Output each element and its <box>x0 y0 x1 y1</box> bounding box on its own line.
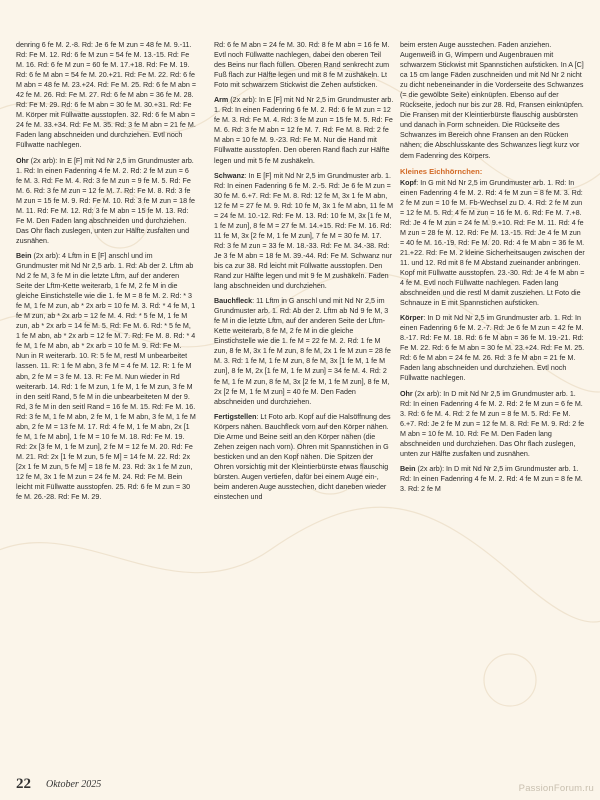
instruction-paragraph <box>400 178 586 309</box>
watermark: PassionForum.ru <box>518 783 594 794</box>
paragraph-heading: Ohr <box>400 389 413 398</box>
page-number: 22 <box>16 776 31 792</box>
paragraph-text: : 11 Lftm in G anschl und mit Nd Nr 2,5 im Grundmuster arb. 1. Rd: Ab der 2. Lftm ab Nd 9 fe M, 3 fe M in die letzte Lftm, auf der anderen Seite der Lftm-Kette weiterarb, 8 fe M, 2 fe M in die gleiche Einstichstelle wie die 1. fe M = 22 fe M. 2. Rd: 1 fe M zun, 8 fe M, 3x 1 fe M zun, 8 fe M, 2x 1 fe M zun = 28 fe M. 3. Rd: 1 fe M, 1 fe M zun, 8 fe M, 3x [1 fe M, 1 fe M zun], 8 fe M, 2x [1 fe M, 1 fe M zun] = 34 fe M. 4. Rd: 2 fe M, 1 fe M zun, 8 fe M, 3x [2 fe M, 1 fe M zun], 8 fe M, 2x [2 fe M, 1 fe M zun] = 40 fe M. Den Faden abschneiden und durchziehen. <box>214 297 391 406</box>
paragraph-text: (2x arb): In D mit Nd Nr 2,5 im Grundmuster arb. 1. Rd: In einen Fadenring 4 fe M. 2. Rd: 4 fe M zun = 8 fe M. 3. Rd: 2 fe M <box>400 464 583 493</box>
instruction-paragraph <box>214 95 394 165</box>
paragraph-text: (2x arb): In E [F] mit Nd Nr 2,5 im Grundmuster arb. 1. Rd: In einen Fadenring 4 fe M. 2. Rd: 2 fe M zun = 6 fe M. 3. Rd: Fe M. 4. Rd: 3 fe M zun = 9 fe M. 5. Rd: Fe M. 6. Rd: 3 fe M zun = 12 fe M. 7. Rd: Fe M. 8. Rd: 3 fe M zun = 15 fe M. 9. Rd: Fe M. 10. Rd: 3 fe M zun = 18 fe M. 11. Rd: Fe M. 12. Rd: 3 fe M abn = 15 fe M. 13. Rd: Fe M. Den Faden lang abschneiden und durchziehen. Das Ohr flach zuslegen, unten zur Hälfte zusfalten und zusnähen. <box>16 156 195 245</box>
paragraph-text: denring 6 fe M. 2.-8. Rd: Je 6 fe M zun = 48 fe M. 9.-11. Rd: Fe M. 12. Rd: 6 fe M zun = 54 fe M. 13.-15. Rd: Fe M. 16. Rd: 6 fe M zun = 60 fe M. 17.+18. Rd: Fe M. 19. Rd: 6 fe M abn = 54 fe M. 20.+21. Rd: Fe M. 22. Rd: 6 fe M abn = 48 fe M. 23.+24. Rd: Fe M. 25. Rd: 6 fe M abn = 42 fe M. 26. Rd: Fe M. 27. Rd: 6 fe M abn = 36 fe M. 28. Rd: Fe M. 29. Rd: 6 fe M abn = 30 fe M. 30.+31. Rd: Fe M. Körper mit Füllwatte ausstopfen. 32. Rd: 6 fe M abn = 24 fe M. 33.+34. Rd: Fe M. 35. Rd: 3 fe M abn = 21 fe M. Faden lang abschneiden und durchziehen. Evtl noch Füllwatte nachlegen. <box>16 41 196 150</box>
text-column-1 <box>16 40 196 765</box>
instruction-paragraph <box>214 171 394 292</box>
instruction-paragraph <box>400 464 586 494</box>
paragraph-text: : Lt Foto arb. Kopf auf die Halsöffnung des Körpers nähen. Bauchfleck vorn auf den Körper nähen. Die Arme und Beine seitl an den Körper nähen (die Zehen zeigen nach vorn). Ohren mit Spannstichen in G besticken und an den Kopf nähen. Die Spitzen der Ohren vorsichtig mit der Kleintierbürste etwas flauschig bürsten. Augen vertiefen, dafür bei einem Auge ein-, beim anderen Auge ausstechen, dicht daneben wieder einstechen und <box>214 412 391 502</box>
paragraph-heading: Bein <box>16 251 32 260</box>
paragraph-text: : In E [F] mit Nd Nr 2,5 im Grundmuster arb. 1. Rd: In einen Fadenring 6 fe M. 2.-5. Rd: Je 6 fe M zun = 30 fe M. 6.+7. Rd: Fe M. 8. Rd: 12 fe M, 3x 1 fe M abn, 12 fe M = 27 fe M. 9. Rd: 10 fe M, 3x 1 fe M abn, 11 fe M = 24 fe M. 10.-12. Rd: Fe M. 13. Rd: 10 fe M, 3x [1 fe M, 1 fe M zun], 8 fe M = 27 fe M. 14.+15. Rd: Fe M. 16. Rd: 11 fe M, 3x [2 fe M, 1 fe M zun], 7 fe M = 30 fe M. 17. Rd: 3 fe M zun = 33 fe M. 18.-33. Rd: Fe M. 34.-38. Rd: Je 3 fe M abn = 18 fe M. 39.-44. Rd: Fe M. Schwanz nur bis ca zur 38. Rd leicht mit Füllwatte ausstopfen. Den Rand zur Hälfte legen und mit 9 fe M zushäkeln. Faden lang abschneiden und durchziehen. <box>214 171 394 291</box>
paragraph-heading: Bein <box>400 464 416 473</box>
instruction-paragraph <box>400 40 586 161</box>
instruction-paragraph <box>16 156 196 246</box>
instruction-paragraph <box>16 251 196 502</box>
instruction-paragraph <box>214 40 394 90</box>
issue-label: Oktober 2025 <box>46 779 102 790</box>
section-heading: Kleines Eichhörnchen: <box>400 166 483 176</box>
text-column-2 <box>214 40 394 765</box>
instruction-paragraph <box>400 313 586 383</box>
paragraph-heading: Fertigstellen <box>214 412 257 421</box>
paragraph-text: : In D mit Nd Nr 2,5 im Grundmuster arb. 1. Rd: In einen Fadenring 6 fe M. 2.-7. Rd: Je 6 fe M zun = 42 fe M. 8.-17. Rd: Fe M. 18. Rd: 6 fe M abn = 36 fe M. 19.-21. Rd: Fe M. 22. Rd: 6 fe M abn = 30 fe M. 23.+24. Rd: Fe M. 25. Rd: 6 fe M abn = 24 fe M. 26. Rd: 3 fe M abn = 21 fe M. Faden lang abschneiden und durchziehen. Evtl noch Füllwatte nachlegen. <box>400 314 585 383</box>
paragraph-heading: Körper <box>400 314 424 323</box>
paragraph-heading: Arm <box>214 96 229 105</box>
paragraph-text: (2x arb): In E [F] mit Nd Nr 2,5 im Grundmuster arb. 1. Rd: In einen Fadenring 6 fe M. 2. Rd: 6 fe M zun = 12 fe M. 3. Rd: Fe M. 4. Rd: 3 fe M zun = 15 fe M. 5. Rd: Fe M. 6. Rd: 3 fe M abn = 12 fe M. 7. Rd: Fe M. 8. Rd: 2 fe M abn = 10 fe M. 9.-23. Rd: Fe M. Nur die Hand mit Füllwatte ausstopfen. Den oberen Rand flach zur Hälfte legen und mit 5 fe M zushäkeln. <box>214 96 394 165</box>
paragraph-heading: Kopf <box>400 178 417 187</box>
paragraph-text: (2x arb): In D mit Nd Nr 2,5 im Grundmuster arb. 1. Rd: In einen Fadenring 4 fe M. 2. Rd: 2 fe M zun = 6 fe M. 3. Rd: 6 fe M. 4. Rd: 2 fe M zun = 8 fe M. 5. Rd: Fe M. 6.+7. Rd: Je 2 fe M zun = 12 fe M. 8. Rd: Fe M. 9. Rd: 2 fe M abn = 10 fe M. 10. Rd: Fe M. Den Faden lang abschneiden und durchziehen. Das Ohr flach zuslegen, unten zur Hälfte zusfalten und zusnähen. <box>400 389 585 458</box>
instruction-paragraph <box>214 296 394 407</box>
paragraph-text: Rd: 6 fe M abn = 24 fe M. 30. Rd: 8 fe M abn = 16 fe M. Evtl noch Füllwatte nachlegen, dabei den oberen Teil des Beins nur flach füllen. Oberen Rand senkrecht zum Fuß flach zur Hälfte legen und mit 8 fe M zushäkeln. Lt Foto mit schwarzem Stickwist die Zehen aufsticken. <box>214 41 390 90</box>
instruction-paragraph <box>16 40 196 151</box>
instruction-paragraph <box>400 389 586 459</box>
paragraph-heading: Ohr <box>16 156 29 165</box>
paragraph-heading: Schwanz <box>214 171 245 180</box>
paragraph-text: (2x arb): 4 Lftm in E [F] anschl und im Grundmuster mit Nd Nr 2,5 arb. 1. Rd: Ab der 2. Lftm ab Nd 2 fe M, 3 fe M in die letzte Lftm, auf der anderen Seite der Lftm-Kette weiterarb, 1 fe M, 2 fe M in die gleiche Einstichstelle wie die 1. fe M = 8 fe M. 2. Rd: * 3 fe M, 1 fe M zun, ab * 2x arb = 10 fe M. 3. Rd: * 4 fe M, 1 fe M zun, ab * 2x arb = 12 fe M. 4. Rd: * 5 fe M, 1 fe M zun, ab * 2x arb = 14 fe M. 5. Rd: Fe M. 6. Rd: * 5 fe M, 1 fe M abn, ab * 2x arb = 12 fe M. 7. Rd: Fe M. 8. Rd: * 4 fe M, 1 fe M abn, ab * 2x arb = 10 fe M. 9. Rd: Fe M. Nun in R weiterarb. 10. R: 5 fe M, restl M unbearbeitet lassen. 11. R: 1 fe M abn, 3 fe M = 4 fe M. 12. R: 1 fe M abn, 2 fe M = 3 fe M. 13. R: Fe M. Nun wieder in Rd weiterarb. 14. Rd: 1 fe M zun, 1 fe M, 1 fe M zun, 3 fe M in den seitl Rand, 5 fe M in die unbearbeiteten M der 9. Rd, 3 fe M in den seitl Rand = 16 fe M. 15. Rd: Fe M. 16. Rd: 3 fe M, 1 fe M abn, 2 fe M, 1 fe M abn, 3 fe M, 1 fe M abn, 2 fe M = 13 fe M. 17. Rd: 4 fe M, 1 fe M abn, 2x [1 fe M, 1 fe M abn], 1 fe M = 10 fe M. 18. Rd: Fe M. 19. Rd: 2x [3 fe M, 1 fe M zun], 2 fe M = 12 fe M. 20. Rd: Fe M. 21. Rd: 2x [1 fe M zun, 5 fe M] = 14 fe M. 22. Rd: 2x [2x 1 fe M zun, 5 fe M] = 18 fe M. 23. Rd: 3x 1 fe M zun, 12 fe M, 3x 1 fe M zun = 24 fe M. 24. Rd: Fe M. Bein leicht mit Füllwatte ausstopfen. 25. Rd: 6 fe M zun = 30 fe M. 26.-28. Rd: Fe M. 29. <box>16 251 196 502</box>
text-column-3 <box>400 40 586 765</box>
paragraph-text: : In G mit Nd Nr 2,5 im Grundmuster arb. 1. Rd: In einen Fadenring 4 fe M. 2. Rd: 4 fe M zun = 8 fe M. 3. Rd: 2 fe M zun = 10 fe M. Fb-Wechsel zu D. 4. Rd: 2 fe M zun = 12 fe M. 5. Rd: 4 fe M zun = 16 fe M. 6. Rd: Fe M. 7.+8. Rd: Je 4 fe M zun = 24 fe M. 9.+10. Rd: Fe M. 11. Rd: 4 fe M zun = 28 fe M. 12. Rd: Fe M. 13.-15. Rd: Je 4 fe M zun = 40 fe M. 16.-19. Rd: Fe M. 20. Rd: 4 fe M abn = 36 fe M. 21.+22. Rd: Fe M. 2 kleine Sicherheitsaugen zwischen der 11. und 12. Rd mit 8 fe M Abstand zueinander anbringen. Kopf mit Füllwatte ausstopfen. 23.-30. Rd: Je 4 fe M abn = 4 fe M. Evtl noch Füllwatte nachlegen. Faden lang abschneiden und die restl M damit zusziehen. Lt Foto die Schnauze in E mit Spannstichen aufsticken. <box>400 178 585 308</box>
paragraph-heading: Bauchfleck <box>214 297 253 306</box>
instruction-paragraph <box>214 412 394 502</box>
paragraph-text: beim ersten Auge ausstechen. Faden anziehen. Augenweiß in G, Wimpern und Augenbrauen mit schwarzem Stickwist mit Spannstichen aufsticken. In A [C] ca 15 cm lange Fäden zuschneiden und mit Nd Nr 2 nicht zu dicht nebeneinander in die Vorderseite des Schwanzes (= die gewölbte Seite) einknüpfen. Ebenso auf der Rückseite, jedoch nur bis zur 28. Rd, Fransen einknüpfen. Die Fransen mit der Kleintierbürste flauschig ausbürsten und danach in Form schneiden. Die Rückseite des Schwanzes im Bereich ohne Fransen an den Rücken nähen; die Abschlusskante des Schwanzes liegt kurz vor dem Fadenring des Körpers. <box>400 41 584 160</box>
